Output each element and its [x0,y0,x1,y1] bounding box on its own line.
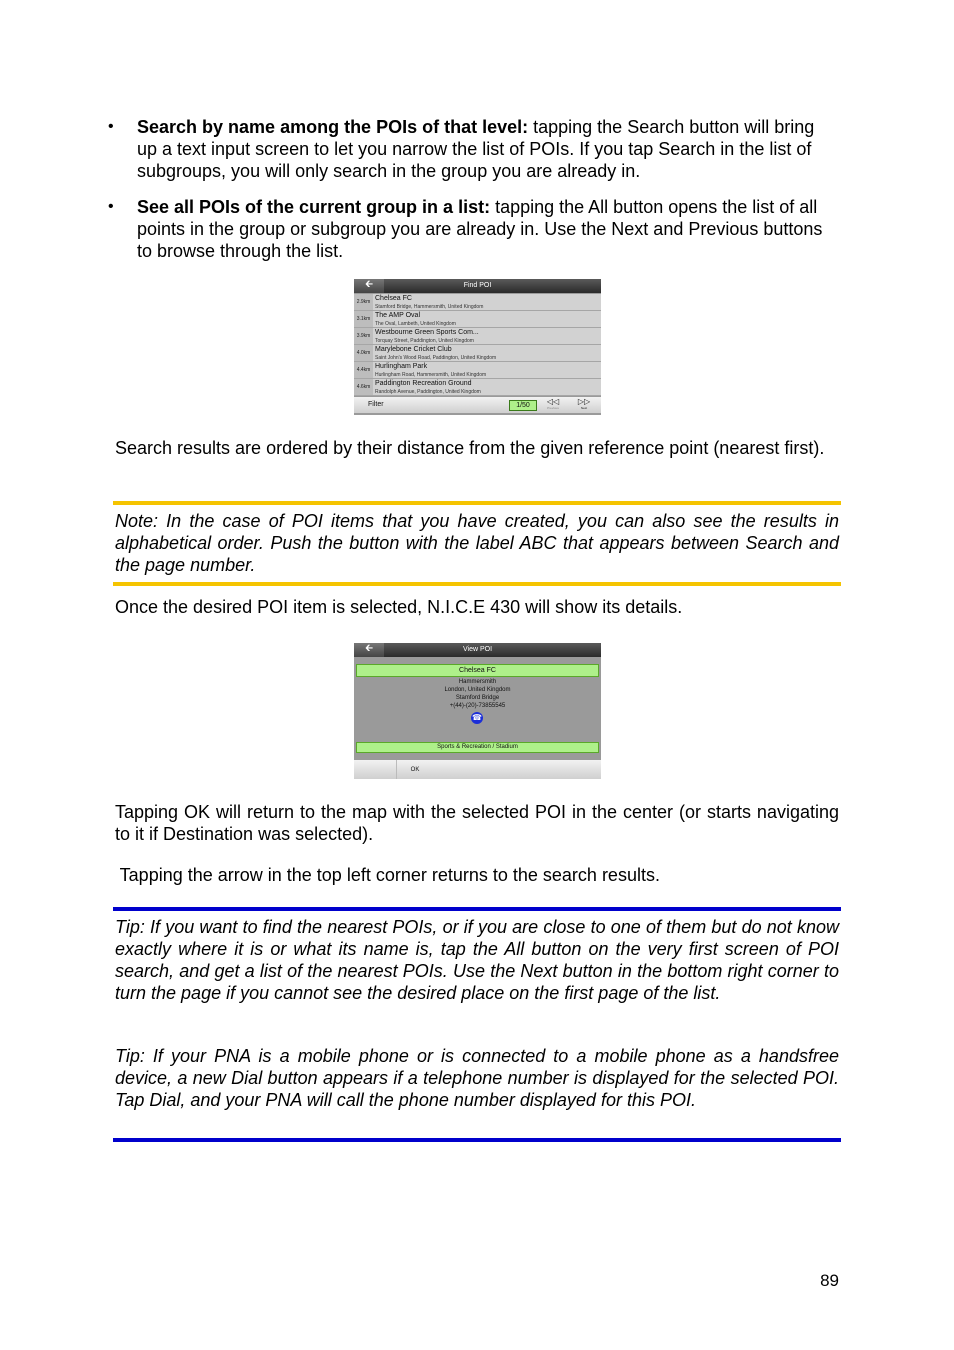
back-arrow-icon[interactable]: 🡰 [354,643,384,657]
toolbar-blank-left [354,760,397,779]
paragraph-arrow: Tapping the arrow in the top left corner returns to the search results. [115,865,660,885]
result-address: The Oval, Lambeth, United Kingdom [375,321,456,327]
filter-button[interactable]: Filter [368,401,384,408]
paragraph-ordering: Search results are ordered by their distance from the given reference point (nearest first). [115,438,825,458]
bullet-text: tapping the Search button will bring up a text input screen to let you narrow the list of POIs. If you tap Search in the list of subgroups, you will only search in the group you are already in. [137,117,815,181]
poi-detail-line: London, United Kingdom [444,687,511,693]
result-name: Hurlingham Park [375,363,428,370]
page-indicator: 1/50 [509,400,537,411]
category-bar: Sports & Recreation / Stadium [356,742,599,753]
dial-icon[interactable]: ☎ [472,713,482,722]
result-name: Chelsea FC [375,295,412,302]
bottom-toolbar [354,760,601,779]
back-arrow-icon[interactable]: 🡰 [354,279,384,293]
result-address: Stamford Bridge, Hammersmith, United Kingdom [375,304,484,310]
paragraph-ok: Tapping OK will return to the map with the selected POI in the center (or starts navigating to it if Destination was selected). [115,802,839,844]
result-distance: 4.0km [354,345,373,361]
result-distance: 4.4km [354,362,373,378]
result-row[interactable] [354,294,601,311]
tip-rule-bottom [113,1138,841,1142]
view-poi-screenshot [354,643,601,779]
bullet-item [108,196,838,262]
result-address: Randolph Avenue, Paddington, United Kingdom [375,389,481,395]
previous-icon: ◁◁ [546,397,560,406]
result-name: The AMP Oval [375,312,421,319]
result-name: Marylebone Cricket Club [375,346,452,353]
next-icon: ▷▷ [577,397,591,406]
bottom-toolbar [354,397,601,413]
paragraph-selected: Once the desired POI item is selected, N.I.C.E 430 will show its details. [115,597,683,617]
result-row[interactable] [354,345,601,362]
bullet-list [108,116,838,276]
tip-text-1: Tip: If you want to find the nearest POIs, or if you are close to one of them but do not know exactly where it is or what its name is, tap the All button on the very first screen of POI search, and get a list of the nearest POIs. Use the Next button in the bottom right corner to turn the page if you cannot see the desired place on the first page of the list. [115,917,839,1003]
result-address: Saint John's Wood Road, Paddington, United Kingdom [375,355,497,361]
result-name: Paddington Recreation Ground [375,380,472,387]
bullet-item [108,116,838,182]
result-address: Torquay Street, Paddington, United Kingdom [375,338,474,344]
bullet-dot: • [108,198,114,215]
bullet-text: tapping the All button opens the list of all points in the group or subgroup you are already in. Use the Next and Previous buttons to browse through the list. [137,197,823,261]
poi-detail-line: Stamford Bridge [455,695,500,701]
find-poi-screenshot [354,279,601,415]
result-row[interactable] [354,379,601,396]
next-button[interactable] [574,397,594,410]
result-distance: 2.9km [354,294,373,310]
tip-rule-top [113,907,841,911]
poi-phone-number: +(44)-(20)-73855545 [449,703,506,709]
note-text: Note: In the case of POI items that you have created, you can also see the results in alphabetical order. Push the button with the label ABC that appears between Search and the page number. [115,511,839,575]
result-address: Hurlingham Road, Hammersmith, United Kingdom [375,372,487,378]
title-bar [354,279,601,293]
poi-name-bar: Chelsea FC [356,664,599,677]
result-distance: 3.1km [354,311,373,327]
ok-button[interactable]: OK [410,767,420,773]
screen-title: View POI [462,646,493,653]
note-rule-top [113,501,841,505]
screen-title: Find POI [463,282,492,289]
note-rule-bottom [113,582,841,586]
tip-text-2: Tip: If your PNA is a mobile phone or is connected to a mobile phone as a handsfree device, a new Dial button appears if a telephone number is displayed for the selected POI. Tap Dial, and your PNA will call the phone number displayed for this POI. [115,1046,839,1110]
page-number: 89 [820,1271,839,1290]
bullet-bold: Search by name among the POIs of that level: [137,117,529,137]
result-distance: 3.9km [354,328,373,344]
result-row[interactable] [354,362,601,379]
result-distance: 4.6km [354,379,373,395]
previous-label: Previous [547,406,559,410]
bullet-bold: See all POIs of the current group in a list: [137,197,491,217]
bullet-dot: • [108,118,114,135]
previous-button[interactable] [543,397,563,410]
title-bar [354,643,601,657]
result-name: Westbourne Green Sports Com... [375,329,479,336]
result-row[interactable] [354,328,601,345]
poi-detail-line: Hammersmith [458,679,497,685]
next-label: Next [580,406,588,410]
result-row[interactable] [354,311,601,328]
